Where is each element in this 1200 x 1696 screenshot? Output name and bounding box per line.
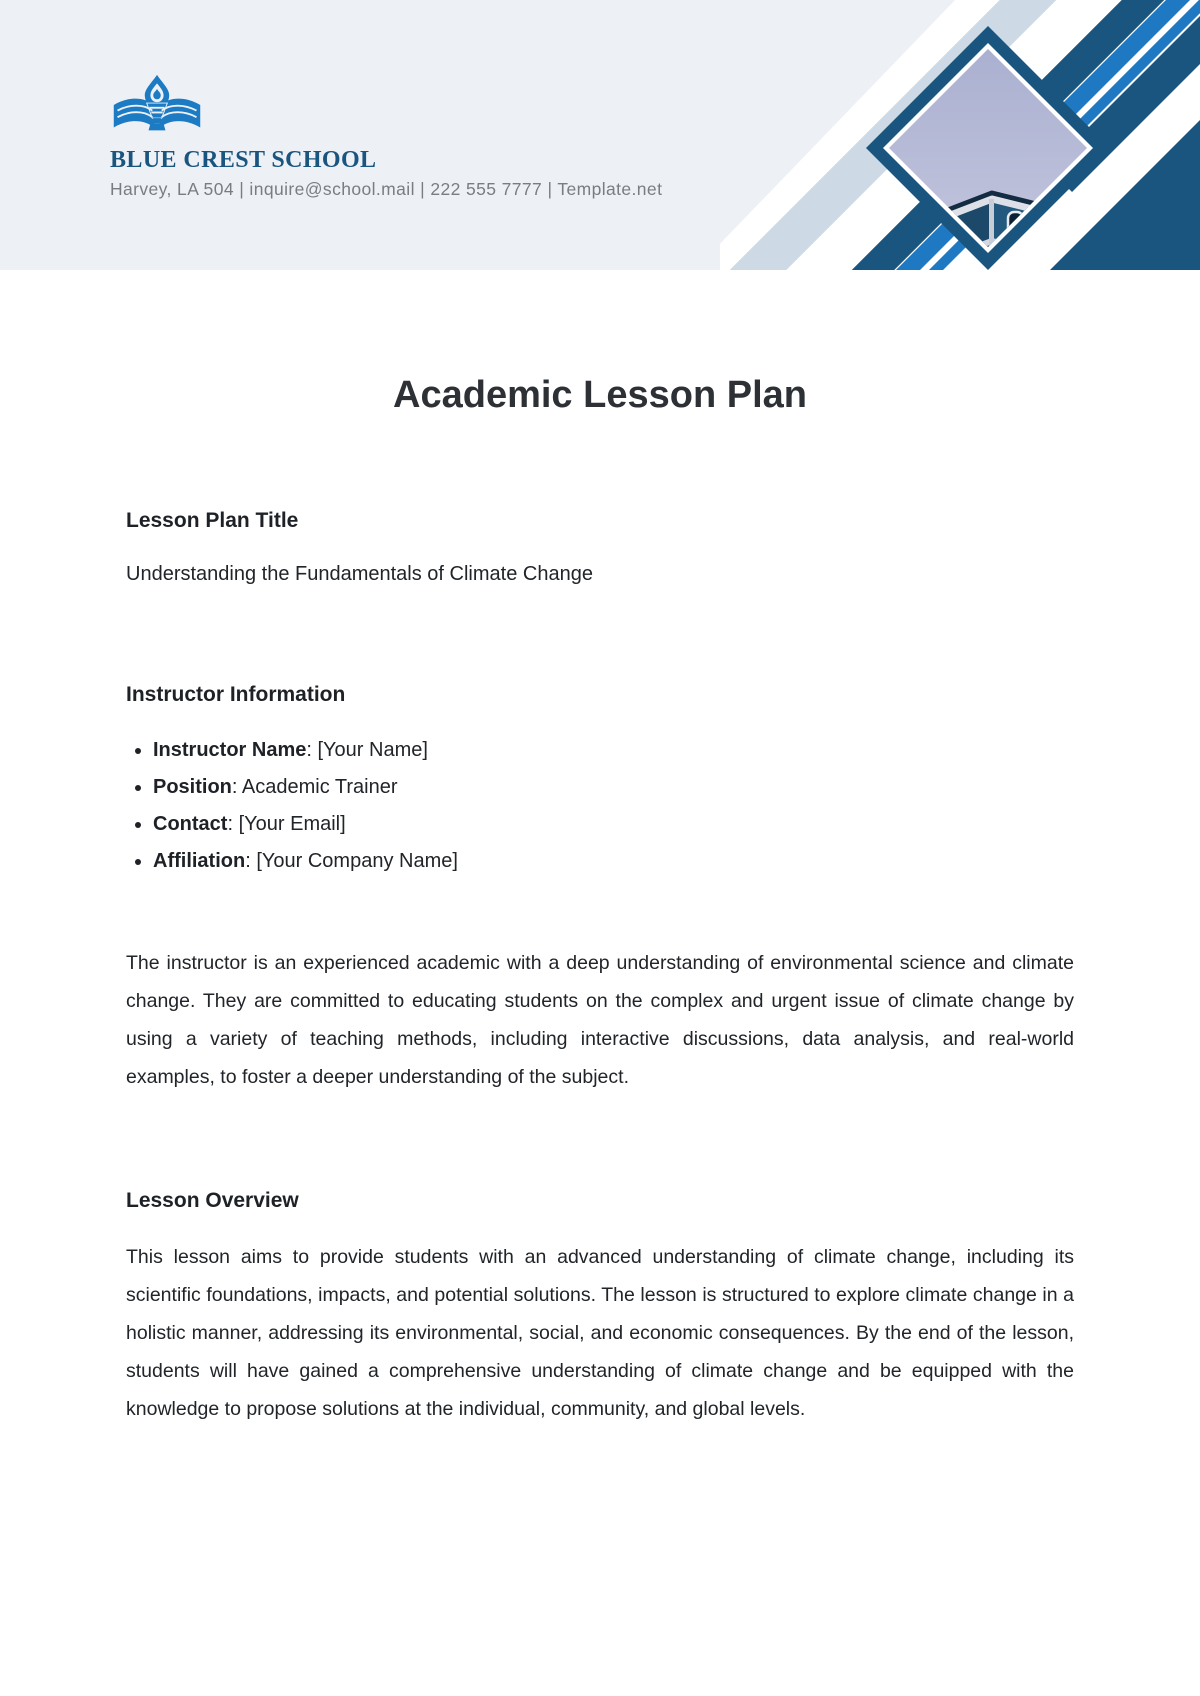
instructor-bullet-list <box>126 732 1074 880</box>
brand-block <box>110 66 662 200</box>
list-item <box>126 732 1074 769</box>
section-heading-instructor-information: Instructor Information <box>126 683 346 706</box>
bullet-value: [Your Name] <box>317 739 428 761</box>
list-item <box>126 806 1074 843</box>
bullet-separator: : <box>227 813 239 835</box>
list-item <box>126 843 1074 880</box>
lesson-plan-title-value: Understanding the Fundamentals of Climate Change <box>126 563 593 585</box>
header-decoration <box>720 0 1200 270</box>
instructor-paragraph: The instructor is an experienced academic with a deep understanding of environmental science and climate change. They are committed to educating students on the complex and urgent issue of climate change by using a variety of teaching methods, including interactive discussions, data analysis, and real-world examples, to foster a deeper understanding of the subject. <box>126 952 1074 1088</box>
lesson-overview-paragraph: This lesson aims to provide students with an advanced understanding of climate change, including its scientific foundations, impacts, and potential solutions. The lesson is structured to explore climate change in a holistic manner, addressing its environmental, social, and economic consequences. By the end of the lesson, students will have gained a comprehensive understanding of climate change and be equipped with the knowledge to propose solutions at the individual, community, and global levels. <box>126 1246 1074 1420</box>
bullet-label: Contact <box>153 813 228 835</box>
book-torch-icon <box>110 66 204 142</box>
bullet-icon <box>135 748 141 754</box>
list-item <box>126 769 1074 806</box>
document-content <box>0 372 1200 1428</box>
bullet-label: Affiliation <box>153 850 246 872</box>
bullet-label: Instructor Name <box>153 739 307 761</box>
bullet-value: [Your Company Name] <box>256 850 458 872</box>
bullet-icon <box>135 785 141 791</box>
bullet-icon <box>135 822 141 828</box>
bullet-label: Position <box>153 776 232 798</box>
bullet-value: Academic Trainer <box>241 776 398 798</box>
page-title: Academic Lesson Plan <box>393 374 807 416</box>
bullet-separator: : <box>231 776 242 798</box>
section-heading-lesson-overview: Lesson Overview <box>126 1189 299 1212</box>
section-heading-lesson-plan-title: Lesson Plan Title <box>126 509 299 532</box>
bullet-separator: : <box>245 850 257 872</box>
contact-line: Harvey, LA 504 | inquire@school.mail | 222 555 7777 | Template.net <box>110 179 663 199</box>
bullet-value: [Your Email] <box>238 813 346 835</box>
bullet-separator: : <box>306 739 318 761</box>
bullet-icon <box>135 859 141 865</box>
school-name: BLUE CREST SCHOOL <box>110 147 377 173</box>
letterhead <box>0 0 1200 270</box>
